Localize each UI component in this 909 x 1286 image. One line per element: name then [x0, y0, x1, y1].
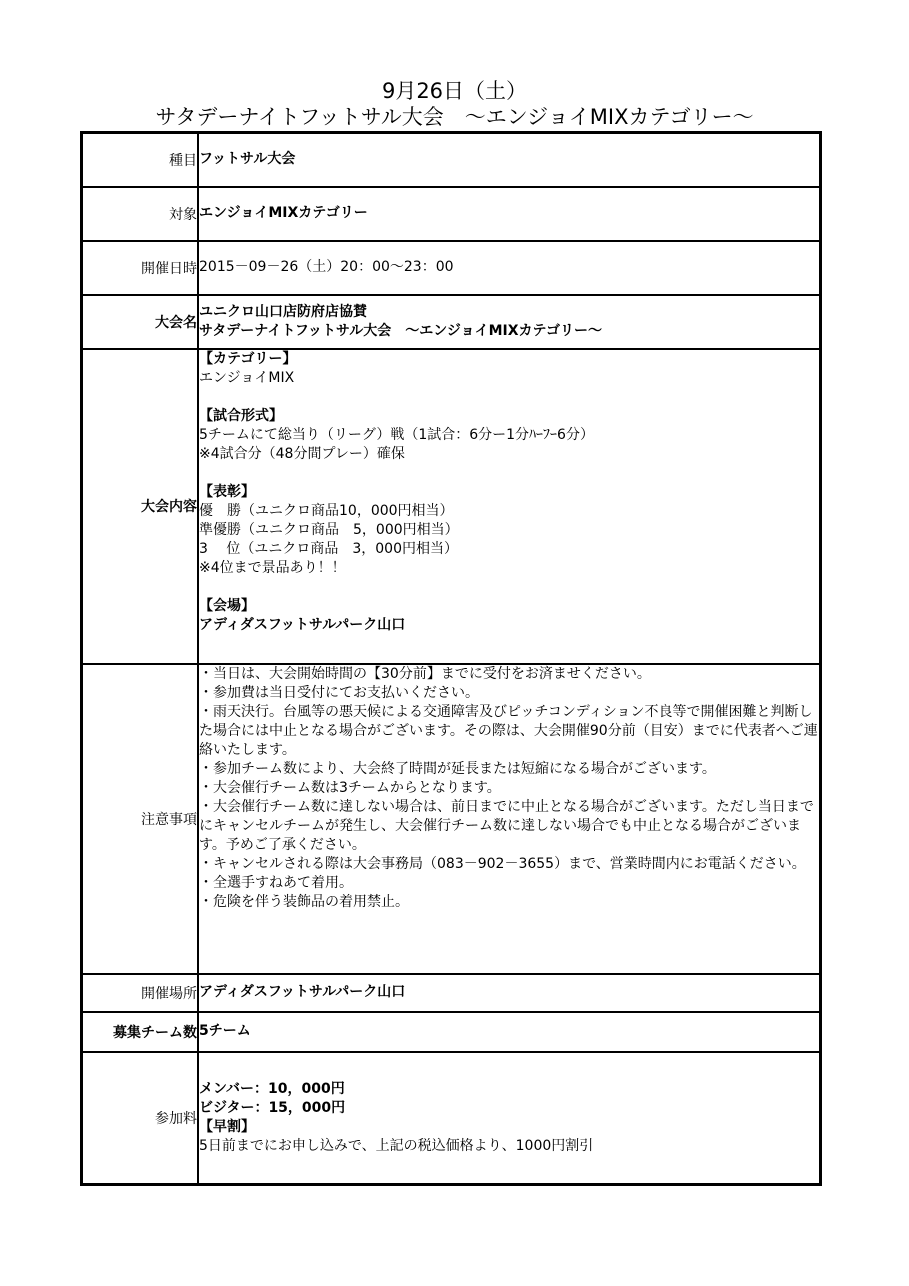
note-item: ・参加費は当日受付にてお支払いください。 — [199, 684, 479, 701]
note-item: ・大会催行チーム数は3チームからとなります。 — [199, 779, 501, 796]
value-taikaimei — [198, 295, 821, 349]
label-taisho: 対象 — [82, 187, 199, 241]
award-heading: 【表彰】 — [199, 483, 255, 500]
value-kaisai-nichiji: 2015－09－26（土）20：00～23：00 — [198, 241, 821, 295]
early-heading: 【早割】 — [199, 1118, 255, 1135]
value-kaisai-basho: アディダスフットサルパーク山口 — [198, 974, 821, 1012]
format-heading: 【試合形式】 — [199, 407, 283, 424]
taikaimei-line2: サタデーナイトフットサル大会 ～エンジョイMIXカテゴリー～ — [199, 322, 602, 339]
value-taikai-naiyo — [198, 349, 821, 664]
category-value: エンジョイMIX — [199, 369, 295, 386]
note-item: ・危険を伴う装飾品の着用禁止。 — [199, 893, 409, 910]
row-taisho — [82, 187, 821, 241]
value-shumoku: フットサル大会 — [198, 133, 821, 187]
value-sankaryo — [198, 1052, 821, 1185]
label-kaisai-basho: 開催場所 — [82, 974, 199, 1012]
row-kaisai-nichiji — [82, 241, 821, 295]
value-chui-jiko — [198, 664, 821, 974]
note-item: ・全選手すねあて着用。 — [199, 874, 353, 891]
format-line1: 5チームにて総当り（リーグ）戦（1試合：6分ー1分ﾊｰﾌｰ6分） — [199, 426, 594, 443]
label-kaisai-nichiji: 開催日時 — [82, 241, 199, 295]
label-sankaryo: 参加料 — [82, 1052, 199, 1185]
label-taikaimei: 大会名 — [82, 295, 199, 349]
row-taikaimei — [82, 295, 821, 349]
value-taisho: エンジョイMIXカテゴリー — [198, 187, 821, 241]
early-value: 5日前までにお申し込みで、上記の税込価格より、1000円割引 — [199, 1137, 594, 1154]
label-chui-jiko: 注意事項 — [82, 664, 199, 974]
label-taikai-naiyo: 大会内容 — [82, 349, 199, 664]
note-item: ・キャンセルされる際は大会事務局（083－902－3655）まで、営業時間内にお電話ください。 — [199, 855, 806, 872]
award-1: 優 勝（ユニクロ商品10，000円相当） — [199, 502, 454, 519]
venue-heading: 【会場】 — [199, 597, 255, 614]
value-boshu: 5チーム — [198, 1012, 821, 1052]
row-boshu — [82, 1012, 821, 1052]
award-2: 準優勝（ユニクロ商品 5，000円相当） — [199, 521, 459, 538]
award-3: 3 位（ユニクロ商品 3，000円相当） — [199, 540, 458, 557]
label-shumoku: 種目 — [82, 133, 199, 187]
label-boshu: 募集チーム数 — [82, 1012, 199, 1052]
fee-visitor: ビジター：15，000円 — [199, 1099, 346, 1116]
row-shumoku — [82, 133, 821, 187]
event-info-table — [80, 131, 822, 1186]
format-line2: ※4試合分（48分間プレー）確保 — [199, 445, 405, 462]
note-item: ・参加チーム数により、大会終了時間が延長または短縮になる場合がございます。 — [199, 760, 716, 777]
venue-value: アディダスフットサルパーク山口 — [199, 616, 406, 633]
category-heading: 【カテゴリー】 — [199, 350, 297, 367]
taikaimei-line1: ユニクロ山口店防府店協賛 — [199, 303, 367, 320]
note-item: ・当日は、大会開始時間の【30分前】までに受付をお済ませください。 — [199, 665, 651, 682]
row-kaisai-basho — [82, 974, 821, 1012]
note-item: ・大会催行チーム数に達しない場合は、前日までに中止となる場合がございます。ただし当日までにキャンセルチームが発生し、大会催行チーム数に達しない場合でも中止となる場合がございます。予めご了承ください。 — [199, 798, 814, 853]
row-sankaryo — [82, 1052, 821, 1185]
event-title-heading: サタデーナイトフットサル大会 ～エンジョイMIXカテゴリー～ — [155, 105, 754, 129]
note-item: ・雨天決行。台風等の悪天候による交通障害及びピッチコンディション不良等で開催困難と判断した場合には中止となる場合がございます。その際は、大会開催90分前（目安）までに代表者へご連絡いたします。 — [199, 703, 818, 758]
row-taikai-naiyo — [82, 349, 821, 664]
award-note: ※4位まで景品あり！！ — [199, 559, 346, 576]
row-chui-jiko — [82, 664, 821, 974]
event-date-heading: 9月26日（土） — [381, 79, 528, 103]
fee-member: メンバー：10，000円 — [199, 1080, 345, 1097]
